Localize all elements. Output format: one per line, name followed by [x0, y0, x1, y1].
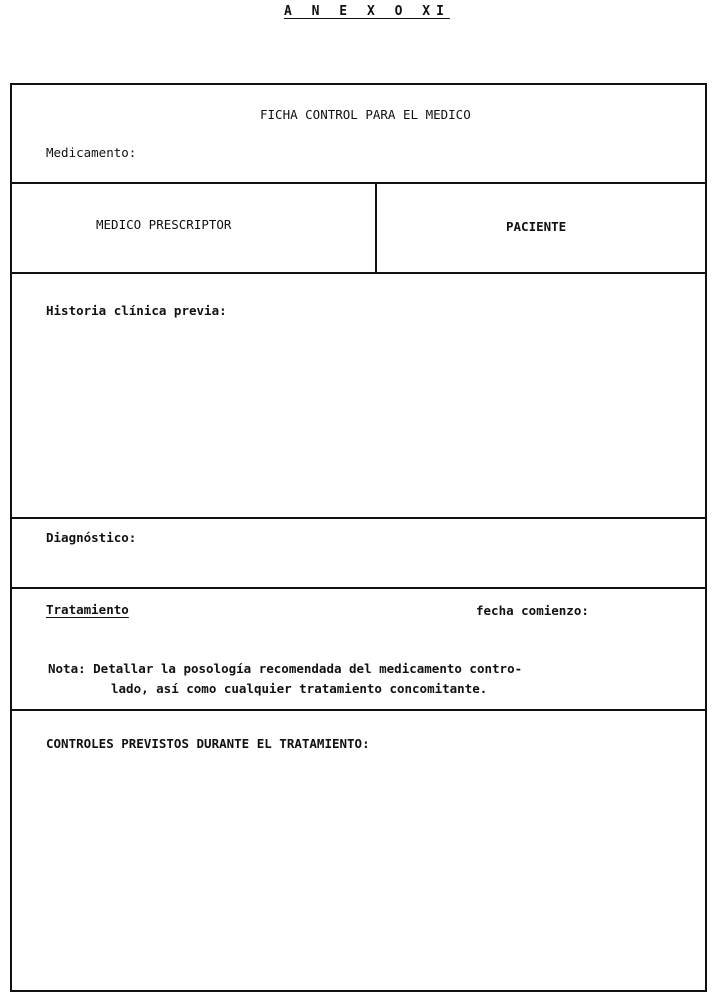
fecha-comienzo-label: fecha comienzo:	[476, 603, 589, 618]
historia-clinica-label: Historia clínica previa:	[46, 303, 227, 318]
paciente-label: PACIENTE	[506, 219, 567, 234]
form-title: FICHA CONTROL PARA EL MEDICO	[260, 107, 471, 122]
divider-historia	[12, 517, 705, 519]
medicamento-label: Medicamento:	[46, 145, 137, 160]
diagnostico-label: Diagnóstico:	[46, 530, 137, 545]
control-form	[10, 83, 707, 992]
nota-text	[48, 659, 522, 699]
divider-vertical	[375, 183, 377, 273]
divider-header	[12, 182, 705, 184]
divider-tratamiento	[12, 709, 705, 711]
annex-title: A N E X O XI	[284, 4, 450, 19]
tratamiento-label: Tratamiento	[46, 602, 129, 617]
medico-prescriptor-label: MEDICO PRESCRIPTOR	[96, 217, 232, 232]
controles-previstos-label: CONTROLES PREVISTOS DURANTE EL TRATAMIENTO:	[46, 736, 370, 751]
divider-parties	[12, 272, 705, 274]
divider-diagnostico	[12, 587, 705, 589]
nota-line-2: lado, así como cualquier tratamiento concomitante.	[111, 681, 488, 696]
nota-line-1: Nota: Detallar la posología recomendada del medicamento contro-	[48, 661, 523, 676]
